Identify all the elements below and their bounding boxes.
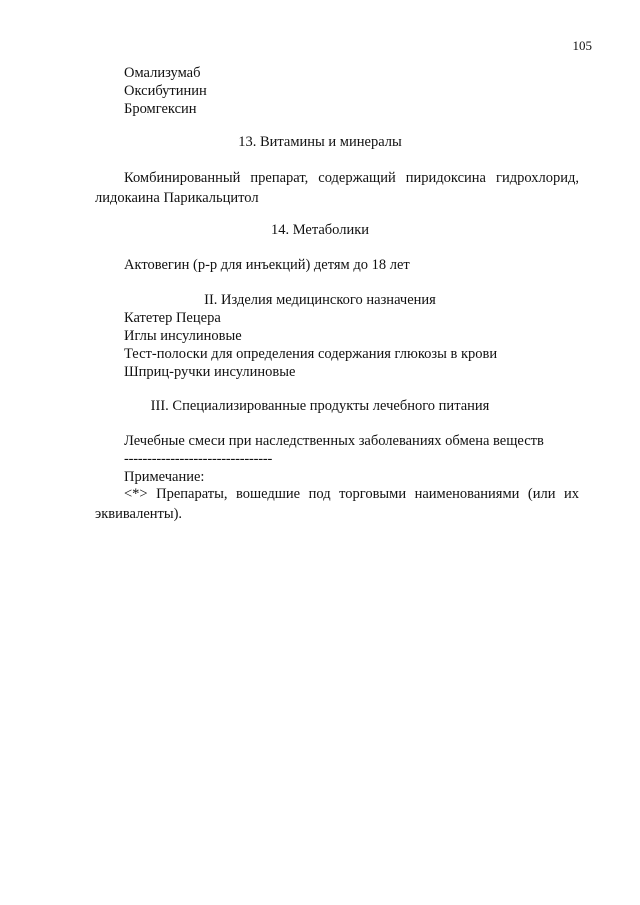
medical-device-item: Катетер Пецера (124, 310, 221, 326)
footnote-label: Примечание: (124, 469, 205, 485)
section-14-heading: 14. Метаболики (270, 222, 370, 238)
footnote-text: <*> Препараты, вошедшие под торговыми наименованиями (или их эквиваленты). (95, 486, 579, 522)
section-14-text: Актовегин (р-р для инъекций) детям до 18 лет (124, 257, 410, 273)
section-iii-text: Лечебные смеси при наследственных заболеваниях обмена веществ (124, 433, 544, 449)
section-13-text: Комбинированный препарат, содержащий пиридоксина гидрохлорид, лидокаина Парикальцитол (95, 170, 579, 206)
section-iii-heading: III. Специализированные продукты лечебного питания (150, 398, 490, 414)
medical-device-item: Шприц-ручки инсулиновые (124, 364, 296, 380)
footnote-separator: -------------------------------- (124, 451, 273, 467)
drug-name: Омализумаб (124, 65, 201, 81)
section-13-heading: 13. Витамины и минералы (238, 134, 402, 150)
drug-name: Бромгексин (124, 101, 197, 117)
medical-device-item: Тест-полоски для определения содержания глюкозы в крови (124, 346, 498, 362)
drug-name: Оксибутинин (124, 83, 207, 99)
section-ii-heading: II. Изделия медицинского назначения (204, 292, 436, 308)
page-number: 105 (572, 38, 592, 53)
medical-device-item: Иглы инсулиновые (124, 328, 242, 344)
